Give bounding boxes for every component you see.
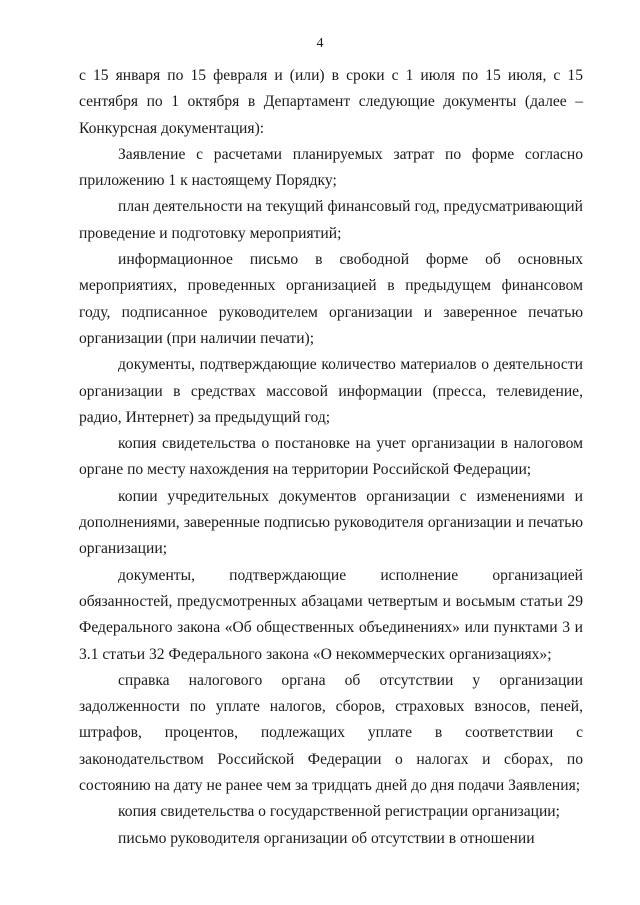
paragraph-plan: план деятельности на текущий финансовый год, предусматривающий проведение и подготовку мероприятий; [79, 198, 583, 242]
paragraph-tax-registration: копия свидетельства о постановке на учет организации в налоговом органе по месту нахождения на территории Российской Федерации; [79, 435, 583, 479]
paragraph-founding-documents: копии учредительных документов организации с изменениями и дополнениями, заверенные подписью руководителя организации и печатью организации; [79, 487, 583, 558]
paragraph-zayavlenie: Заявление с расчетами планируемых затрат по форме согласно приложению 1 к настоящему Порядку; [79, 145, 583, 190]
paragraph-director-letter: письмо руководителя организации об отсутствии в отношении [118, 829, 535, 847]
paragraph-info-letter: информационное письмо в свободной форме об основных мероприятиях, проведенных организацией в предыдущем финансовом году, подписанное руководителем организации и заверенное печатью организации (при наличии печати); [79, 251, 583, 347]
paragraph-media-documents: документы, подтверждающие количество материалов о деятельности организации в средствах массовой информации (пресса, телевидение, радио, Интернет) за предыдущий год; [79, 356, 583, 426]
paragraph-state-registration: копия свидетельства о государственной регистрации организации; [118, 803, 560, 821]
paragraph-intro: с 15 января по 15 февраля и (или) в сроки с 1 июля по 15 июля, с 15 сентября по 1 октября в Департамент следующие документы (далее – Конкурсная документация): [79, 67, 583, 137]
document-body [79, 63, 583, 852]
paragraph-obligations: документы, подтверждающие исполнение организацией обязанностей, предусмотренных абзацами четвертым и восьмым статьи 29 Федерального закона «Об общественных объединениях» или пунктами 3 и 3.1 статьи 32 Федерального закона «О некоммерческих организациях»; [79, 566, 583, 663]
paragraph-tax-certificate: справка налогового органа об отсутствии у организации задолженности по уплате налогов, сборов, страховых взносов, пеней, штрафов, процентов, подлежащих уплате в соответствии с законодательством Российской Федерации о налогах и сборах, по состоянию на дату не ранее чем за тридцать дней до дня подачи Заявления; [79, 671, 583, 795]
page-number: 4 [316, 36, 324, 51]
